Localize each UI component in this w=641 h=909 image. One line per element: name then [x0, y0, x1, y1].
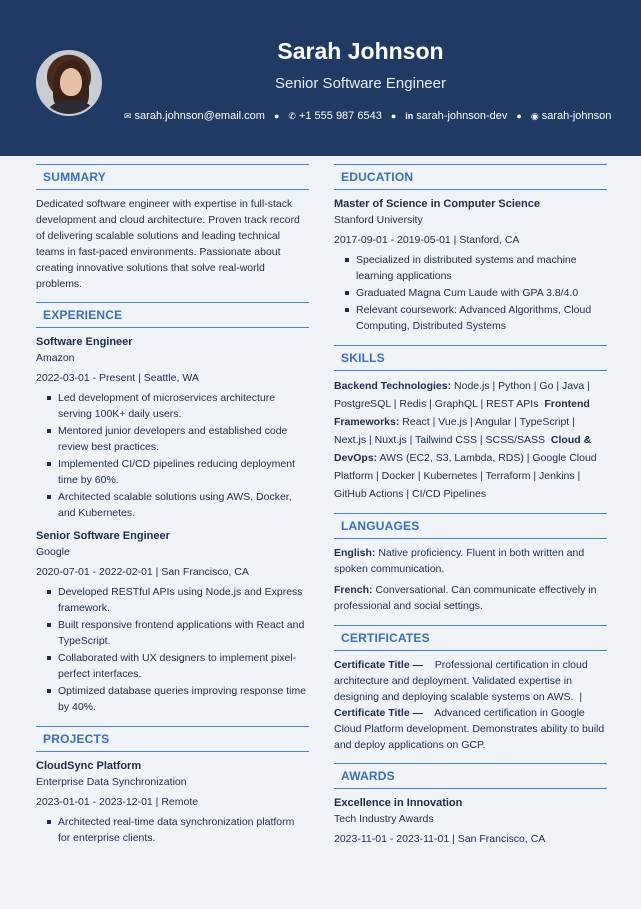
job-meta: 2022-03-01 - Present | Seattle, WA [36, 372, 199, 384]
phone-contact[interactable]: ✆ +1 555 987 6543 [288, 110, 382, 122]
award-entry [334, 795, 607, 847]
job-bullets [36, 390, 309, 521]
skill-group-label: Cloud & DevOps: [334, 434, 592, 464]
skills-heading: SKILLS [334, 345, 607, 371]
education-entry [334, 196, 607, 334]
list-item: Relevant coursework: Advanced Algorithms, Cloud Computing, Distributed Systems [344, 302, 607, 334]
awards-heading: AWARDS [334, 763, 607, 789]
language-item [334, 582, 607, 614]
list-item: Led development of microservices architecture serving 100K+ daily users. [46, 390, 309, 422]
skill-group-items: Node.js | Python | Go | Java | PostgreSQL | Redis | GraphQL | REST APIs [334, 380, 590, 410]
award-meta: 2023-11-01 - 2023-11-01 | San Francisco, CA [334, 833, 546, 845]
job-title: Software Engineer [36, 336, 133, 348]
education-heading: EDUCATION [334, 164, 607, 190]
candidate-name: Sarah Johnson [277, 38, 444, 64]
project-bullets [36, 814, 309, 846]
degree-title: Master of Science in Computer Science [334, 198, 541, 210]
skill-group-label: Frontend Frameworks: [334, 398, 590, 428]
job-title: Senior Software Engineer [36, 530, 170, 542]
award-issuer: Tech Industry Awards [334, 813, 434, 825]
list-item: Implemented CI/CD pipelines reducing deployment time by 60%. [46, 456, 309, 488]
list-item: Architected scalable solutions using AWS, Docker, and Kubernetes. [46, 489, 309, 521]
project-title: CloudSync Platform [36, 760, 142, 772]
summary-text: Dedicated software engineer with expertise in full-stack development and cloud architecture. Proven track record of delivering scalable solutions and leading technical teams in fast-paced environments. Passionate about creating innovative solutions that solve real-world problems. [36, 198, 300, 290]
education-bullets [334, 252, 607, 334]
list-item: Graduated Magna Cum Laude with GPA 3.8/4.0 [344, 285, 607, 301]
summary-heading: SUMMARY [36, 164, 309, 190]
skill-group-items: React | Vue.js | Angular | TypeScript | Next.js | Nuxt.js | Tailwind CSS | SCSS/SASS [334, 416, 575, 446]
job-meta: 2020-07-01 - 2022-02-01 | San Francisco, CA [36, 566, 249, 578]
list-item: Specialized in distributed systems and machine learning applications [344, 252, 607, 284]
right-column [334, 164, 607, 851]
github-icon: ◉ [530, 111, 539, 121]
job-entry [36, 334, 309, 521]
separator-dot: ● [516, 111, 522, 121]
certificates-text [334, 657, 607, 753]
left-column [36, 164, 309, 847]
skill-group-items: AWS (EC2, S3, Lambda, RDS) | Google Cloud Platform | Docker | Kubernetes | Terraform | Jenkins | GitHub Actions | CI/CD Pipelines [334, 452, 597, 500]
certificate-title: Certificate Title — [334, 707, 424, 719]
github-contact[interactable]: ◉ sarah-johnson [530, 110, 612, 122]
linkedin-contact[interactable]: in sarah-johnson-dev [405, 110, 508, 122]
certificate-desc: Professional certification in cloud architecture and deployment. Validated expertise in designing and deploying scalable systems on AWS. [334, 659, 588, 703]
job-company: Amazon [36, 352, 75, 364]
envelope-icon: ✉ [124, 111, 132, 121]
separator-dot: ● [390, 111, 397, 121]
separator-dot: ● [273, 111, 280, 121]
list-item: Built responsive frontend applications with React and TypeScript. [46, 617, 309, 649]
school-name: Stanford University [334, 214, 423, 226]
language-desc: Native proficiency. Fluent in both written and spoken communication. [334, 547, 585, 575]
email-contact[interactable]: ✉ sarah.johnson@email.com [124, 110, 265, 122]
certificate-title: Certificate Title — [334, 659, 424, 671]
project-entry [36, 758, 309, 846]
skill-group-label: Backend Technologies: [334, 380, 452, 392]
certificates-heading: CERTIFICATES [334, 625, 607, 651]
linkedin-icon: in [405, 111, 414, 121]
list-item: Architected real-time data synchronization platform for enterprise clients. [46, 814, 309, 846]
languages-heading: LANGUAGES [334, 513, 607, 539]
resume-header [0, 0, 641, 156]
job-company: Google [36, 546, 70, 558]
list-item: Developed RESTful APIs using Node.js and Express framework. [46, 584, 309, 616]
language-item [334, 545, 607, 577]
project-meta: 2023-01-01 - 2023-12-01 | Remote [36, 796, 199, 808]
phone-icon: ✆ [288, 111, 296, 121]
projects-heading: PROJECTS [36, 726, 309, 752]
experience-heading: EXPERIENCE [36, 302, 309, 328]
candidate-title: Senior Software Engineer [275, 75, 446, 92]
certificate-separator: | [579, 691, 583, 703]
list-item: Collaborated with UX designers to implement pixel-perfect interfaces. [46, 650, 309, 682]
job-bullets [36, 584, 309, 715]
skills-text [334, 377, 607, 503]
certificate-desc: Advanced certification in Google Cloud Platform development. Demonstrates ability to build and deploy applications on GCP. [334, 707, 605, 751]
language-desc: Conversational. Can communicate effectively in professional and social settings. [334, 584, 597, 612]
language-name: French: [334, 584, 373, 596]
list-item: Mentored junior developers and established code review best practices. [46, 423, 309, 455]
list-item: Optimized database queries improving response time by 40%. [46, 683, 309, 715]
contact-bar [124, 110, 611, 122]
education-meta: 2017-09-01 - 2019-05-01 | Stanford, CA [334, 234, 520, 246]
job-entry [36, 528, 309, 715]
project-subtitle: Enterprise Data Synchronization [36, 776, 187, 788]
award-title: Excellence in Innovation [334, 797, 463, 809]
language-name: English: [334, 547, 376, 559]
